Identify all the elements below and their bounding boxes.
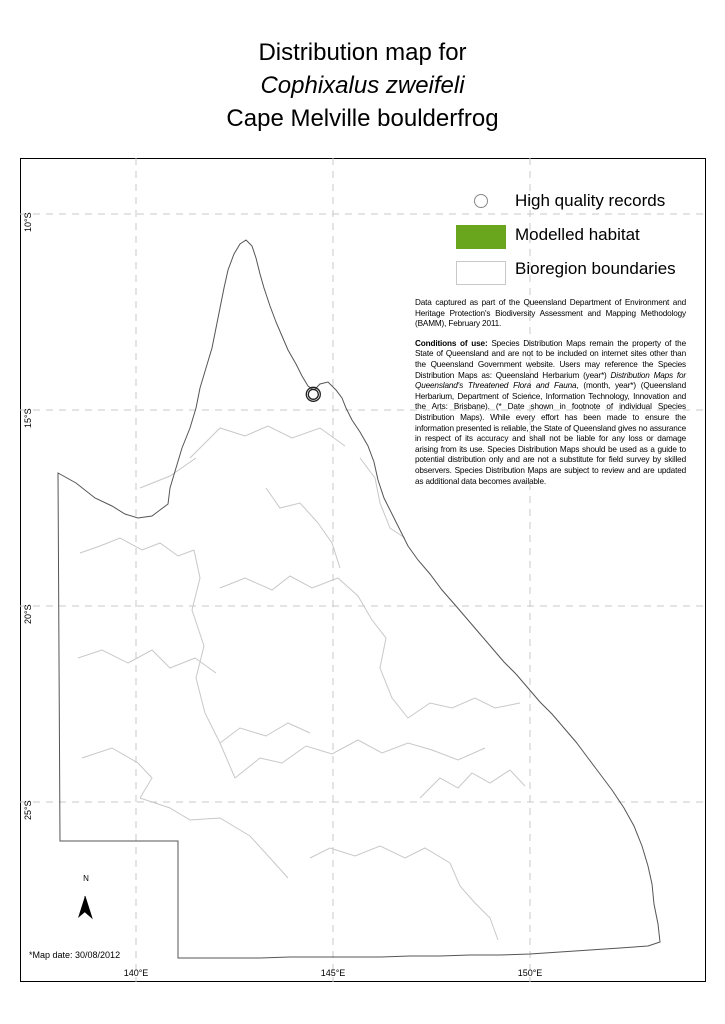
legend-item-records — [452, 188, 702, 222]
lon-tick-150: 150°E — [517, 968, 543, 978]
legend-label-habitat: Modelled habitat — [515, 225, 640, 244]
map-date: *Map date: 30/08/2012 — [29, 950, 121, 960]
legend-item-bioregion — [452, 256, 702, 290]
conditions-text-2: , (month, year*) (Queensland Herbarium, Department of Science, Information Technology, Innovation and the Arts: Brisbane). (* Date shown in footnote of individual Species Distribution Maps). While every effort has been made to ensure the information presented is reliable, the State of Queensland gives no assurance in respect of its accuracy and shall not be liable for any loss or damage arising from its use. Species Distribution Maps should be used as a guide to potential distribution only and are not a substitute for field survey by skilled observers. Species Distribution Maps are subject to review and are updated as additional data becomes available. — [415, 381, 686, 486]
habitat-swatch — [456, 225, 506, 249]
lon-tick-145: 145°E — [320, 968, 346, 978]
common-name: Cape Melville boulderfrog — [226, 105, 499, 132]
records-layer — [306, 387, 320, 401]
lon-tick-140: 140°E — [123, 968, 149, 978]
lat-tick-10: 10°S — [23, 212, 33, 232]
legend — [452, 188, 702, 290]
conditions-of-use — [415, 339, 686, 487]
lat-tick-20: 20°S — [23, 604, 33, 624]
bioregion-boundaries — [78, 426, 525, 940]
legend-label-records: High quality records — [515, 191, 666, 210]
data-source-note: Data captured as part of the Queensland Department of Environment and Heritage Protection's Biodiversity Assessment and Mapping Methodology (BAMM), February 2011. — [415, 298, 686, 329]
lat-tick-25: 25°S — [23, 800, 33, 820]
north-label: N — [83, 874, 89, 883]
circle-icon — [474, 194, 488, 208]
legend-label-bioregion: Bioregion boundaries — [515, 259, 676, 278]
north-indicator — [74, 874, 98, 920]
lat-tick-15: 15°S — [23, 408, 33, 428]
conditions-heading: Conditions of use: — [415, 338, 488, 348]
bioregion-swatch — [456, 261, 506, 285]
species-name: Cophixalus zweifeli — [260, 72, 465, 99]
conditions-publication: Distribution Maps for Queensland's Threatened Flora and Fauna — [415, 370, 686, 391]
map-notes — [415, 298, 686, 496]
legend-item-habitat — [452, 222, 702, 256]
record-marker — [308, 389, 318, 399]
conditions-text-1: Species Distribution Maps remain the property of the State of Queensland and are not to be included on internet sites other than the Queensland Government website. Users may reference the Species Distribution Maps as: Queensland Herbarium (year*) — [415, 338, 686, 380]
title-line-1: Distribution map for — [258, 39, 467, 66]
map-title — [0, 36, 725, 135]
